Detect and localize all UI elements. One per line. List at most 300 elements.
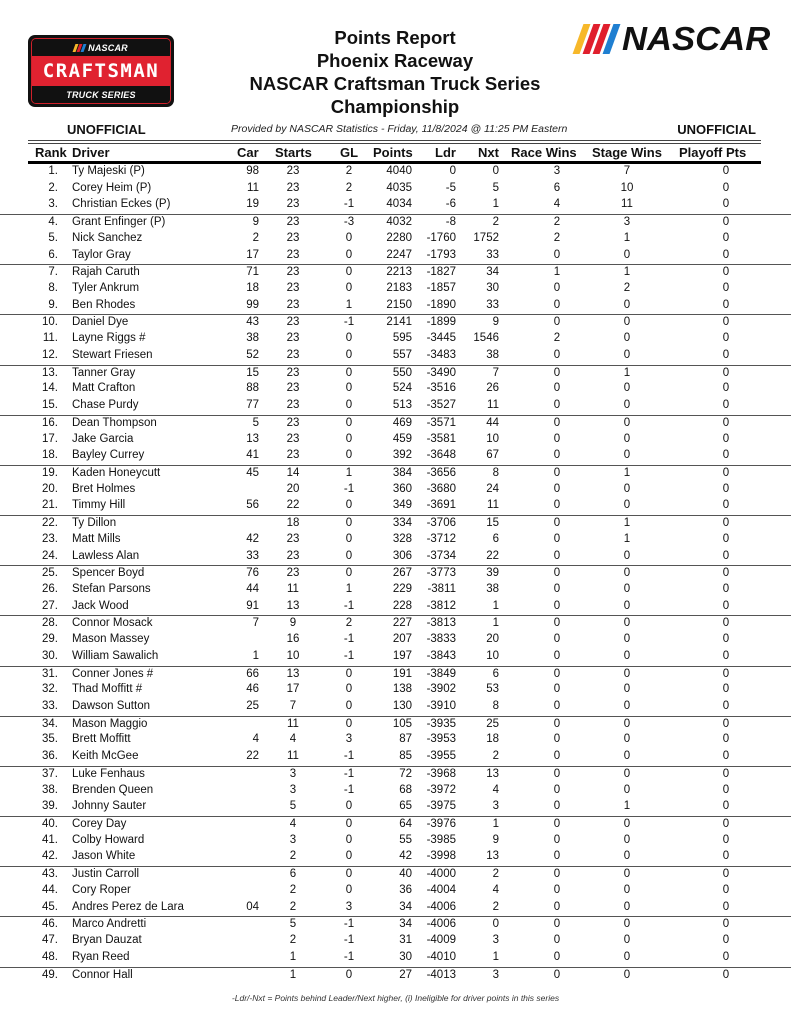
cell-ldr: -3712 [426,532,456,545]
table-row [0,799,791,816]
cell-nxt: 1 [492,950,499,963]
cell-race-wins: 4 [553,198,561,211]
cell-points: 513 [392,399,412,412]
cell-stage-wins: 0 [623,717,631,730]
standings-table [0,164,791,983]
cell-rank: 29. [42,633,58,646]
cell-playoff-pts: 0 [722,950,730,963]
cell-stage-wins: 1 [623,800,631,813]
cell-playoff-pts: 0 [722,181,730,194]
table-row [0,666,791,683]
cell-nxt: 44 [486,416,499,429]
cell-car: 98 [246,165,259,177]
cell-points: 64 [399,818,412,831]
cell-points: 207 [392,633,412,646]
cell-race-wins: 0 [553,248,561,261]
cell-ldr: -1827 [426,266,456,279]
cell-rank: 42. [42,850,58,863]
table-row [0,515,791,532]
cell-race-wins: 0 [553,717,561,730]
cell-playoff-pts: 0 [722,532,730,545]
cell-starts: 17 [286,683,300,696]
cell-starts: 3 [289,833,297,846]
cell-gl: 0 [345,266,353,279]
cell-playoff-pts: 0 [722,416,730,429]
cell-playoff-pts: 0 [722,382,730,395]
cell-playoff-pts: 0 [722,934,730,947]
cell-playoff-pts: 0 [722,868,730,881]
logo-truck-series-text: TRUCK SERIES [32,86,170,103]
cell-gl: -1 [343,934,355,947]
cell-stage-wins: 0 [623,950,631,963]
cell-ldr: -4010 [426,950,456,963]
cell-race-wins: 0 [553,783,561,796]
cell-points: 55 [399,833,412,846]
cell-race-wins: 0 [553,883,561,896]
cell-gl: 2 [345,165,353,177]
col-header-rank: Rank [35,145,67,160]
header-divider [28,140,761,141]
cell-playoff-pts: 0 [722,750,730,763]
cell-playoff-pts: 0 [722,900,730,913]
cell-points: 595 [392,332,412,345]
table-row [0,398,791,415]
cell-playoff-pts: 0 [722,599,730,612]
cell-gl: -1 [343,767,355,780]
cell-ldr: -4013 [426,968,456,981]
col-header-playoff-pts: Playoff Pts [679,145,747,160]
table-row [0,465,791,482]
cell-rank: 30. [42,649,58,662]
cell-driver: Corey Day [72,818,127,831]
cell-rank: 5. [48,231,58,244]
cell-driver: Tanner Gray [72,366,136,379]
cell-driver: Connor Hall [72,968,133,981]
cell-points: 40 [399,868,412,881]
cell-gl: -3 [343,216,355,229]
cell-rank: 24. [42,549,58,562]
cell-nxt: 33 [486,248,499,261]
cell-race-wins: 0 [553,416,561,429]
cell-ldr: -3483 [426,348,456,361]
cell-playoff-pts: 0 [722,332,730,345]
cell-gl: 3 [345,900,353,913]
cell-stage-wins: 0 [623,934,631,947]
cell-race-wins: 0 [553,800,561,813]
cell-ldr: -3953 [426,733,456,746]
cell-ldr: -3910 [426,700,456,712]
cell-race-wins: 0 [553,298,561,311]
cell-race-wins: 0 [553,599,561,612]
cell-starts: 3 [289,783,297,796]
cell-playoff-pts: 0 [722,918,730,931]
cell-driver: Dean Thompson [72,416,157,429]
cell-driver: Dawson Sutton [72,700,150,712]
cell-starts: 1 [289,968,297,981]
table-row [0,783,791,800]
cell-playoff-pts: 0 [722,499,730,512]
col-header-car: Car [237,145,259,160]
table-row [0,833,791,850]
cell-rank: 28. [42,617,58,630]
cell-ldr: -3985 [426,833,456,846]
cell-stage-wins: 0 [623,700,631,712]
cell-gl: 0 [345,968,353,981]
cell-starts: 23 [286,567,300,580]
cell-race-wins: 0 [553,833,561,846]
cell-rank: 26. [42,582,58,595]
cell-gl: 2 [345,181,353,194]
provided-by-text: Provided by NASCAR Statistics - Friday, 11/8/2024 @ 11:25 PM Eastern [231,123,568,135]
cell-stage-wins: 0 [623,567,631,580]
cell-playoff-pts: 0 [722,282,730,295]
cell-rank: 25. [42,567,58,580]
cell-points: 31 [399,934,412,947]
table-row [0,532,791,549]
cell-gl: 0 [345,231,353,244]
cell-playoff-pts: 0 [722,466,730,479]
cell-gl: -1 [343,633,355,646]
cell-points: 228 [392,599,412,612]
cell-nxt: 39 [486,567,499,580]
cell-rank: 18. [42,449,58,462]
cell-race-wins: 0 [553,617,561,630]
cell-ldr: -3902 [426,683,456,696]
cell-race-wins: 0 [553,818,561,831]
cell-car: 22 [246,750,259,763]
cell-rank: 36. [42,750,58,763]
cell-car: 42 [246,532,259,545]
cell-ldr: -3968 [426,767,456,780]
cell-gl: 0 [345,818,353,831]
cell-ldr: -3833 [426,633,456,646]
table-row [0,448,791,465]
cell-gl: 0 [345,366,353,379]
cell-points: 4034 [386,198,412,211]
cell-nxt: 13 [486,767,499,780]
cell-gl: 0 [345,532,353,545]
cell-nxt: 15 [486,517,499,530]
cell-stage-wins: 0 [623,316,631,329]
cell-car: 17 [246,248,259,261]
cell-car: 38 [246,332,259,345]
cell-stage-wins: 1 [623,366,631,379]
table-row [0,883,791,900]
header-divider [28,143,761,144]
cell-nxt: 9 [492,833,499,846]
cell-stage-wins: 0 [623,667,631,680]
cell-race-wins: 0 [553,567,561,580]
cell-playoff-pts: 0 [722,783,730,796]
cell-ldr: -3955 [426,750,456,763]
cell-ldr: -3935 [426,717,456,730]
cell-nxt: 13 [486,850,499,863]
cell-points: 191 [392,667,412,680]
cell-driver: Taylor Gray [72,248,131,261]
cell-gl: 0 [345,667,353,680]
cell-playoff-pts: 0 [722,449,730,462]
table-row [0,314,791,331]
cell-points: 349 [392,499,412,512]
cell-rank: 47. [42,934,58,947]
cell-nxt: 18 [486,733,499,746]
cell-ldr: -8 [445,216,456,229]
table-row [0,164,791,181]
cell-starts: 23 [286,181,300,194]
cell-ldr: -5 [445,181,456,194]
cell-gl: 0 [345,517,353,530]
cell-race-wins: 0 [553,868,561,881]
cell-starts: 3 [289,767,297,780]
cell-starts: 23 [286,432,300,445]
cell-starts: 22 [286,499,300,512]
cell-playoff-pts: 0 [722,767,730,780]
table-row [0,281,791,298]
cell-ldr: -6 [445,198,456,211]
cell-nxt: 53 [486,683,499,696]
cell-car: 44 [246,582,259,595]
cell-ldr: -3849 [426,667,456,680]
cell-race-wins: 0 [553,733,561,746]
cell-stage-wins: 3 [623,216,631,229]
cell-starts: 13 [286,599,300,612]
cell-ldr: -3527 [426,399,456,412]
cell-rank: 16. [42,416,58,429]
cell-stage-wins: 0 [623,683,631,696]
cell-points: 42 [399,850,412,863]
cell-points: 2213 [386,266,412,279]
cell-starts: 23 [286,399,300,412]
cell-rank: 21. [42,499,58,512]
cell-gl: -1 [343,599,355,612]
cell-ldr: -3813 [426,617,456,630]
cell-gl: 0 [345,449,353,462]
cell-gl: 0 [345,399,353,412]
cell-rank: 39. [42,800,58,813]
cell-nxt: 3 [492,800,499,813]
cell-stage-wins: 0 [623,499,631,512]
cell-rank: 40. [42,818,58,831]
cell-race-wins: 0 [553,499,561,512]
cell-playoff-pts: 0 [722,567,730,580]
cell-points: 130 [392,700,412,712]
cell-playoff-pts: 0 [722,348,730,361]
cell-nxt: 8 [492,466,499,479]
cell-car: 25 [246,700,259,712]
table-row [0,214,791,231]
cell-starts: 23 [286,382,300,395]
cell-driver: Ryan Reed [72,950,130,963]
cell-car: 52 [246,348,259,361]
cell-playoff-pts: 0 [722,582,730,595]
title-line-4: Championship [330,96,460,117]
cell-race-wins: 0 [553,649,561,662]
cell-driver: Marco Andretti [72,918,147,931]
table-row [0,849,791,866]
nascar-stripes-icon [74,44,86,52]
cell-car: 11 [247,181,259,194]
cell-ldr: 0 [449,165,456,177]
cell-rank: 20. [42,482,58,495]
cell-starts: 23 [286,165,300,177]
cell-ldr: -4009 [426,934,456,947]
cell-points: 469 [392,416,412,429]
cell-nxt: 1 [492,617,499,630]
cell-rank: 13. [42,366,58,379]
cell-car: 04 [246,900,259,913]
cell-gl: 0 [345,567,353,580]
cell-starts: 23 [286,266,300,279]
table-row [0,549,791,566]
cell-stage-wins: 0 [623,399,631,412]
cell-ldr: -3972 [426,783,456,796]
cell-driver: Lawless Alan [72,549,140,562]
cell-nxt: 0 [492,165,499,177]
cell-stage-wins: 2 [623,282,631,295]
cell-race-wins: 0 [553,750,561,763]
col-header-nxt: Nxt [478,145,499,160]
cell-points: 4035 [386,181,412,194]
cell-ldr: -1793 [426,248,456,261]
cell-driver: Andres Perez de Lara [72,900,184,913]
cell-playoff-pts: 0 [722,316,730,329]
cell-race-wins: 6 [553,181,561,194]
cell-playoff-pts: 0 [722,517,730,530]
cell-starts: 23 [286,198,300,211]
cell-rank: 43. [42,868,58,881]
cell-starts: 1 [289,950,297,963]
cell-race-wins: 0 [553,449,561,462]
cell-starts: 23 [286,332,300,345]
cell-nxt: 67 [486,449,499,462]
cell-race-wins: 0 [553,767,561,780]
cell-nxt: 11 [487,499,499,512]
cell-gl: 0 [345,683,353,696]
cell-nxt: 7 [492,366,499,379]
cell-stage-wins: 1 [623,466,631,479]
cell-race-wins: 0 [553,482,561,495]
cell-driver: Justin Carroll [72,868,140,881]
cell-ldr: -3691 [426,499,456,512]
cell-starts: 23 [286,549,300,562]
table-row [0,231,791,248]
cell-nxt: 0 [492,918,499,931]
cell-stage-wins: 0 [623,733,631,746]
cell-points: 85 [399,750,412,763]
cell-points: 267 [392,567,412,580]
cell-gl: 0 [345,282,353,295]
table-row [0,415,791,432]
cell-nxt: 25 [486,717,499,730]
cell-playoff-pts: 0 [722,850,730,863]
cell-ldr: -4006 [426,900,456,913]
cell-playoff-pts: 0 [722,883,730,896]
col-header-ldr: Ldr [435,145,456,160]
cell-gl: 0 [345,700,353,712]
cell-driver: Bret Holmes [72,482,136,495]
cell-ldr: -3811 [427,582,456,595]
table-row [0,197,791,214]
cell-points: 2247 [386,248,412,261]
cell-race-wins: 0 [553,683,561,696]
cell-nxt: 33 [486,298,499,311]
cell-gl: 1 [345,582,353,595]
cell-rank: 6. [48,248,58,261]
cell-starts: 23 [286,282,300,295]
cell-driver: Spencer Boyd [72,567,145,580]
cell-race-wins: 0 [553,934,561,947]
cell-nxt: 10 [486,432,499,445]
title-line-1: Points Report [334,27,456,48]
cell-race-wins: 0 [553,366,561,379]
cell-points: 2280 [386,231,412,244]
cell-stage-wins: 0 [623,582,631,595]
cell-playoff-pts: 0 [722,717,730,730]
cell-driver: Christian Eckes (P) [72,198,171,211]
table-row [0,900,791,917]
cell-rank: 14. [42,382,58,395]
cell-ldr: -3812 [426,599,456,612]
cell-rank: 8. [48,282,58,295]
table-row [0,766,791,783]
cell-gl: 0 [345,432,353,445]
cell-points: 2141 [386,316,412,329]
cell-starts: 23 [286,416,300,429]
cell-car: 9 [252,216,259,229]
logo-nascar-text: NASCAR [88,42,128,53]
cell-rank: 10. [42,316,58,329]
cell-points: 197 [392,649,412,662]
cell-nxt: 2 [492,216,499,229]
cell-car: 71 [246,266,259,279]
cell-stage-wins: 0 [623,348,631,361]
cell-driver: Jason White [72,850,136,863]
cell-gl: -1 [343,918,355,931]
cell-ldr: -4006 [426,918,456,931]
cell-ldr: -3706 [426,517,456,530]
footnote: -Ldr/-Nxt = Points behind Leader/Next higher, (i) Ineligible for driver points in this series [231,993,560,1003]
col-header-points: Points [373,145,413,160]
cell-playoff-pts: 0 [722,399,730,412]
cell-gl: 1 [345,298,353,311]
unofficial-label-right: UNOFFICIAL [677,122,756,137]
cell-rank: 44. [42,883,58,896]
cell-rank: 34. [42,717,58,730]
cell-ldr: -3680 [426,482,456,495]
cell-car: 88 [246,382,259,395]
cell-rank: 2. [48,181,58,194]
cell-driver: Luke Fenhaus [72,767,145,780]
cell-rank: 33. [42,700,58,712]
cell-stage-wins: 0 [623,883,631,896]
cell-car: 15 [246,366,259,379]
cell-stage-wins: 0 [623,850,631,863]
cell-starts: 4 [289,818,297,831]
cell-rank: 48. [42,950,58,963]
cell-race-wins: 2 [553,332,561,345]
cell-points: 306 [392,549,412,562]
cell-gl: 0 [345,499,353,512]
cell-car: 76 [246,567,259,580]
cell-gl: 0 [345,883,353,896]
cell-starts: 5 [289,918,297,931]
cell-starts: 10 [286,649,300,662]
cell-race-wins: 3 [553,165,561,177]
cell-ldr: -3571 [426,416,456,429]
cell-rank: 17. [42,432,58,445]
cell-playoff-pts: 0 [722,549,730,562]
cell-starts: 23 [286,532,300,545]
